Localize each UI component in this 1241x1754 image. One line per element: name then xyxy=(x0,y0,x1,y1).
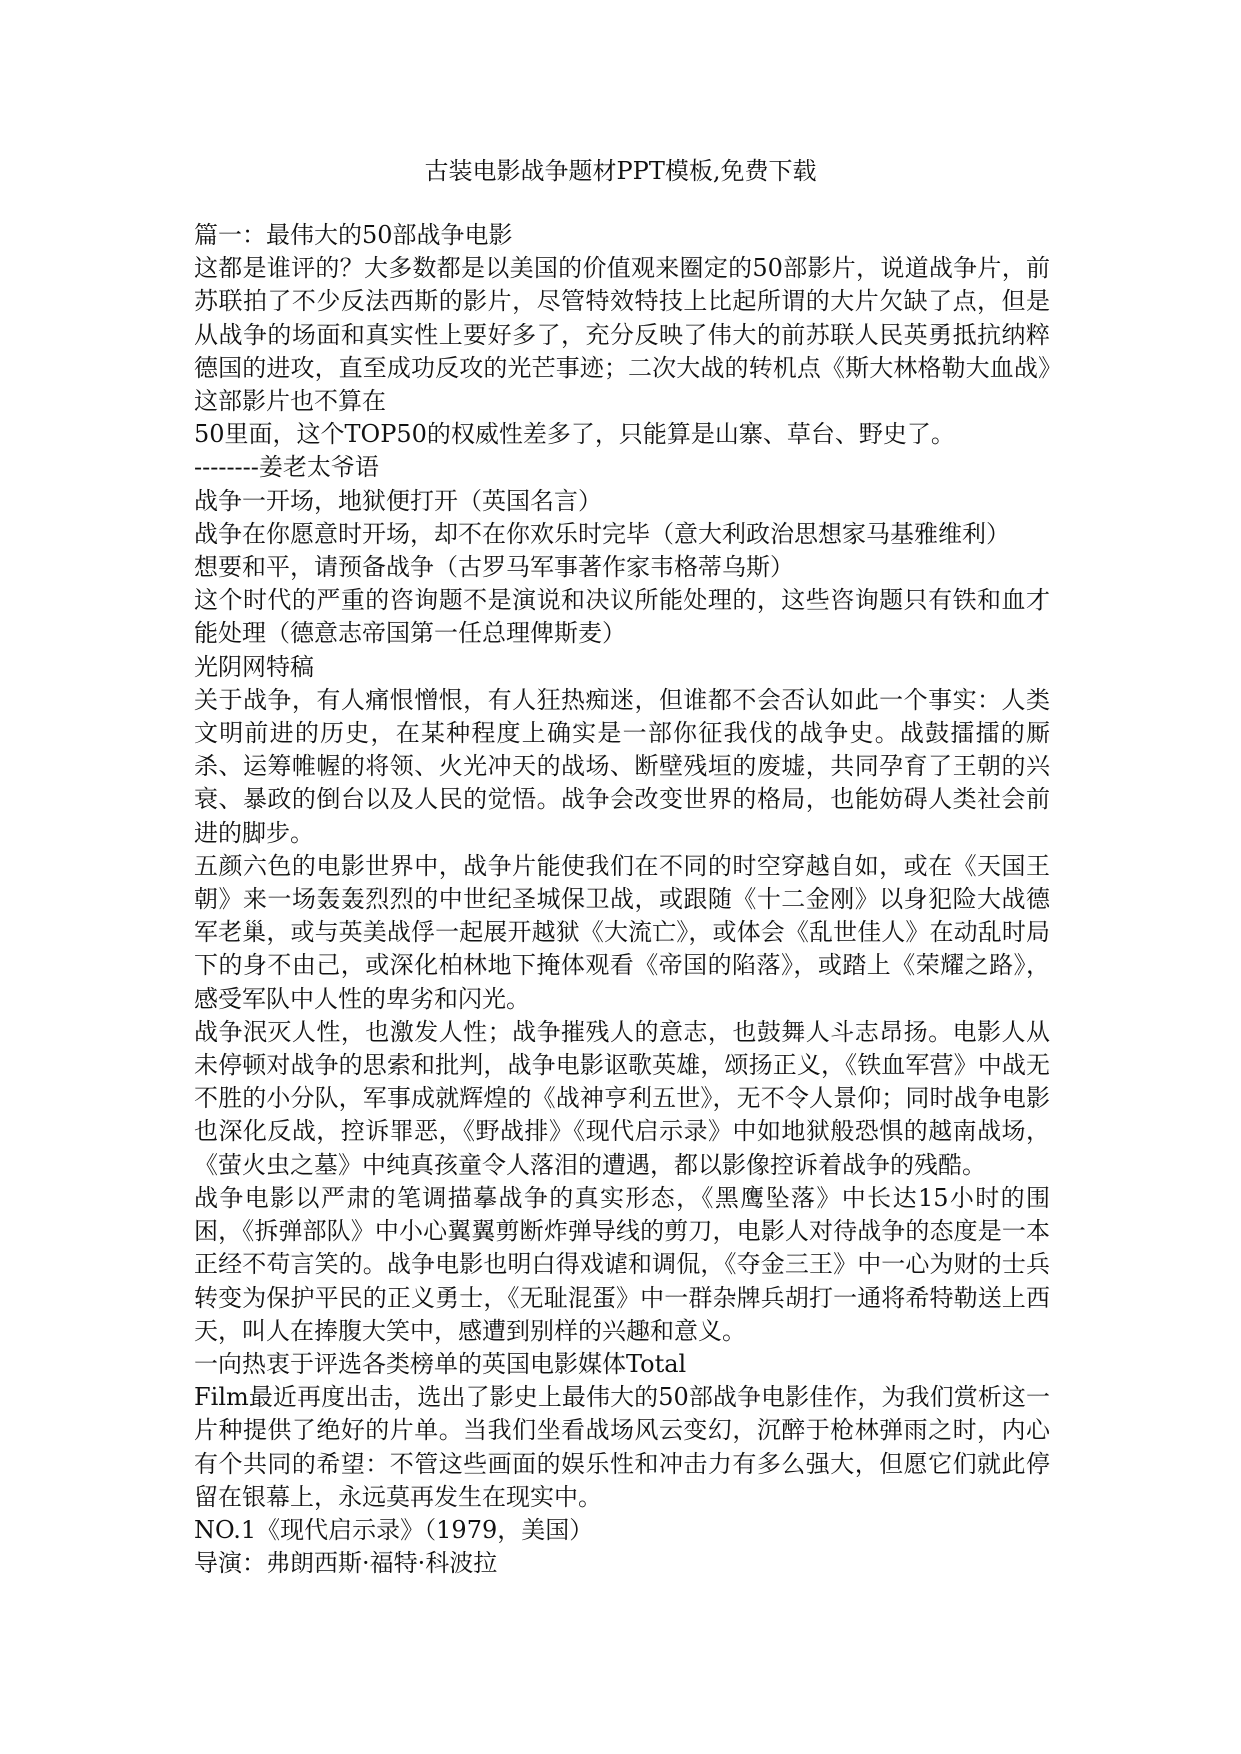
document-body xyxy=(194,219,1050,1580)
quote-line: 想要和平，请预备战争（古罗马军事著作家韦格蒂乌斯） xyxy=(194,553,794,582)
paragraph: Film最近再度出击，选出了影史上最伟大的50部战争电影佳作，为我们赏析这一片种提供了绝好的片单。当我们坐看战场风云变幻，沉醉于枪林弹雨之时，内心有个共同的希望：不管这些画面的娱乐性和冲击力有多么强大，但愿它们就此停留在银幕上，永远莫再发生在现实中。 xyxy=(194,1383,1050,1511)
quote-line: 战争一开场，地狱便打开（英国名言） xyxy=(194,486,602,515)
document-title: 古装电影战争题材PPT模板,免费下载 xyxy=(424,157,817,185)
quote-line: 这个时代的严重的咨询题不是演说和决议所能处理的，这些咨询题只有铁和血才能处理（德意志帝国第一任总理俾斯麦） xyxy=(194,586,1050,648)
paragraph: 五颜六色的电影世界中，战争片能使我们在不同的时空穿越自如，或在《天国王朝》来一场轰轰烈烈的中世纪圣城保卫战，或跟随《十二金刚》以身犯险大战德军老巢，或与英美战俘一起展开越狱《大流亡》，或体会《乱世佳人》在动乱时局下的身不由己，或深化柏林地下掩体观看《帝国的陷落》，或踏上《荣耀之路》，感受军队中人性的卑劣和闪光。 xyxy=(194,851,1050,1013)
film-director-line: 导演：弗朗西斯·福特·科波拉 xyxy=(194,1549,498,1578)
source-line: 光阴网特稿 xyxy=(194,652,314,681)
paragraph: 一向热衷于评选各类榜单的英国电影媒体Total xyxy=(194,1349,687,1378)
section-heading: 篇一：最伟大的50部战争电影 xyxy=(194,221,513,249)
attribution-line: --------姜老太爷语 xyxy=(194,453,379,482)
film-entry-title: NO.1《现代启示录》（1979，美国） xyxy=(194,1515,594,1544)
paragraph: 这都是谁评的？大多数都是以美国的价值观来圈定的50部影片，说道战争片，前苏联拍了不少反法西斯的影片，尽管特效特技上比起所谓的大片欠缺了点，但是从战争的场面和真实性上要好多了，充分反映了伟大的前苏联人民英勇抵抗纳粹德国的进攻，直至成功反攻的光芒事迹；二次大战的转机点《斯大林格勒大血战》这部影片也不算在 xyxy=(194,254,1050,416)
paragraph: 50里面，这个TOP50的权威性差多了，只能算是山寨、草台、野史了。 xyxy=(194,420,955,449)
paragraph: 关于战争，有人痛恨憎恨，有人狂热痴迷，但谁都不会否认如此一个事实：人类文明前进的历史，在某种程度上确实是一部你征我伐的战争史。战鼓擂擂的厮杀、运筹帷幄的将领、火光冲天的战场、断壁残垣的废墟，共同孕育了王朝的兴衰、暴政的倒台以及人民的觉悟。战争会改变世界的格局，也能妨碍人类社会前进的脚步。 xyxy=(194,685,1050,847)
quote-line: 战争在你愿意时开场，却不在你欢乐时完毕（意大利政治思想家马基雅维利） xyxy=(194,519,1010,548)
paragraph: 战争电影以严肃的笔调描摹战争的真实形态，《黑鹰坠落》中长达15小时的围困，《拆弹部队》中小心翼翼剪断炸弹导线的剪刀，电影人对待战争的态度是一本正经不苟言笑的。战争电影也明白得戏谑和调侃，《夺金三王》中一心为财的士兵转变为保护平民的正义勇士，《无耻混蛋》中一群杂牌兵胡打一通将希特勒送上西天，叫人在捧腹大笑中，感遭到别样的兴趣和意义。 xyxy=(194,1183,1050,1345)
paragraph: 战争泯灭人性，也激发人性；战争摧残人的意志，也鼓舞人斗志昂扬。电影人从未停顿对战争的思索和批判，战争电影讴歌英雄，颂扬正义，《铁血军营》中战无不胜的小分队，军事成就辉煌的《战神亨利五世》，无不令人景仰；同时战争电影也深化反战，控诉罪恶，《野战排》《现代启示录》中如地狱般恐惧的越南战场，《萤火虫之墓》中纯真孩童令人落泪的遭遇，都以影像控诉着战争的残酷。 xyxy=(194,1017,1050,1179)
